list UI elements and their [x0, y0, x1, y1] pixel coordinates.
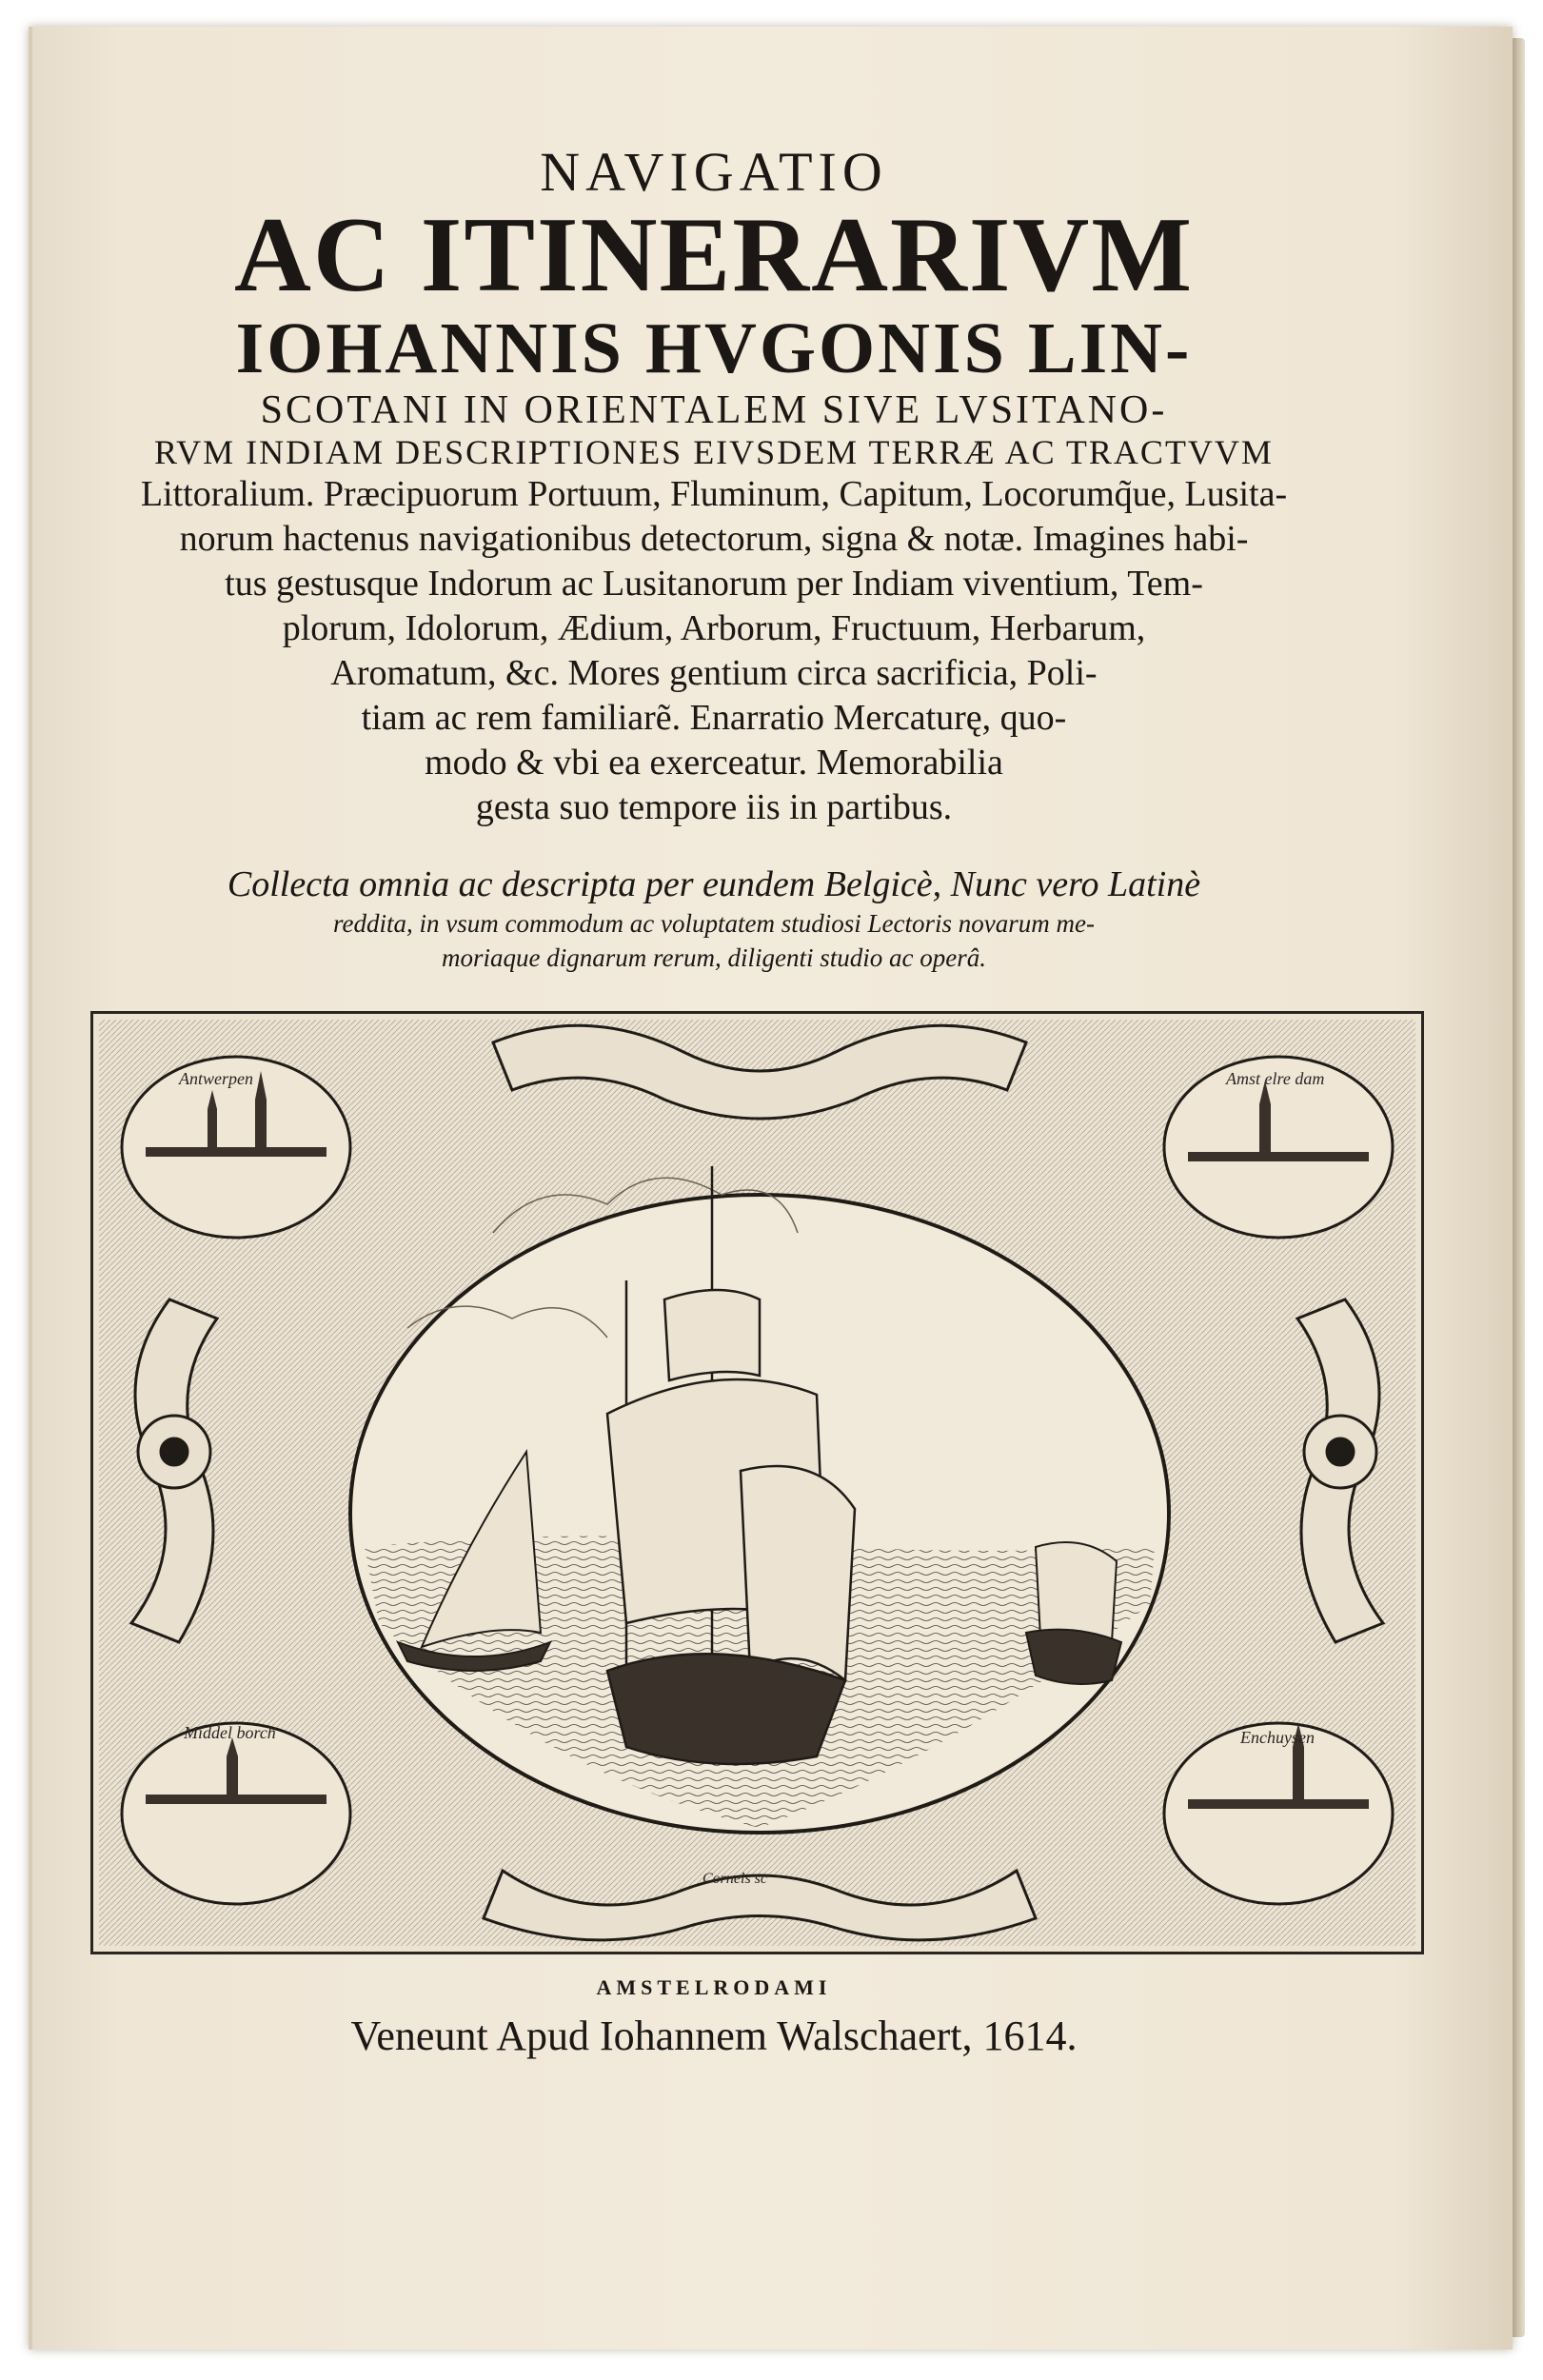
body-line: plorum, Idolorum, Ædium, Arborum, Fructuum, Herbarum,	[282, 608, 1146, 648]
title-block	[114, 143, 1314, 975]
title-line-1: NAVIGATIO	[540, 141, 888, 203]
body-line: Aromatum, &c. Mores gentium circa sacrificia, Poli-	[330, 653, 1098, 693]
italic-line: Collecta omnia ac descripta per eundem Belgicè, Nunc vero Latinè	[227, 864, 1201, 904]
engraved-plate	[90, 1011, 1424, 1954]
title-line-2: AC ITINERARIVM	[233, 196, 1195, 314]
italic-line: reddita, in vsum commodum ac voluptatem studiosi Lectoris novarum me-	[333, 909, 1095, 938]
body-line: tus gestusque Indorum ac Lusitanorum per Indiam viventium, Tem-	[225, 564, 1203, 604]
imprint-place: AMSTELRODAMI	[596, 1975, 832, 1999]
city-label-middelborch: Middel borch	[184, 1723, 276, 1742]
body-line: gesta suo tempore iis in partibus.	[475, 787, 953, 827]
engraver-signature: Cornels sc	[702, 1871, 767, 1887]
city-label-antwerpen: Antwerpen	[179, 1069, 253, 1088]
city-label-enchuysen: Enchuysen	[1240, 1728, 1315, 1747]
distant-ship	[1026, 1542, 1121, 1684]
body-line: Littoralium. Præcipuorum Portuum, Fluminum, Capitum, Locorumq̃ue, Lusita-	[140, 474, 1288, 514]
imprint-publisher: Veneunt Apud Iohannem Walschaert, 1614.	[350, 2013, 1078, 2059]
italic-line: moriaque dignarum rerum, diligenti studio ac operâ.	[442, 943, 986, 972]
title-line-4: SCOTANI IN ORIENTALEM SIVE LVSITANO-	[260, 388, 1168, 432]
body-line: norum hactenus navigationibus detectorum, signa & notæ. Imagines habi-	[179, 519, 1249, 559]
body-line: modo & vbi ea exerceatur. Memorabilia	[425, 743, 1003, 783]
plate-engraving	[93, 1014, 1421, 1952]
body-line: tiam ac rem familiarẽ. Enarratio Mercaturę, quo-	[361, 698, 1067, 738]
city-label-amsterdam: Amst elre dam	[1226, 1069, 1325, 1088]
title-line-5: RVM INDIAM DESCRIPTIONES EIVSDEM TERRÆ AC TRACTVVM	[154, 433, 1274, 471]
imprint	[114, 1973, 1314, 2063]
title-line-3: IOHANNIS HVGONIS LIN-	[235, 308, 1193, 388]
